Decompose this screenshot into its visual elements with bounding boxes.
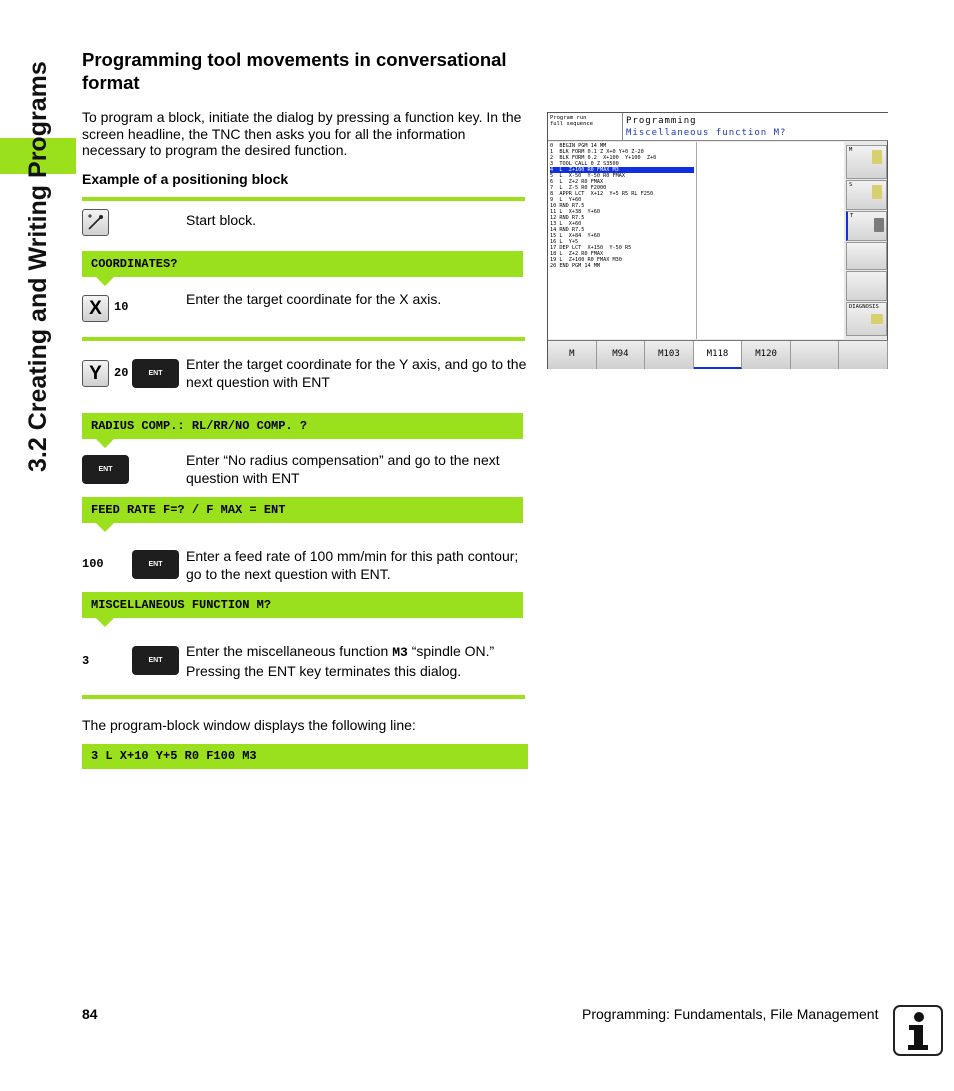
side-softkey-blank[interactable] — [846, 242, 887, 270]
m3-code: M3 — [392, 645, 408, 660]
dialog-coordinates: COORDINATES? — [82, 251, 523, 277]
side-softkey-t[interactable]: T — [846, 211, 887, 241]
spindle-icon — [872, 185, 882, 199]
divider-rule — [82, 695, 525, 699]
start-block-key — [82, 209, 109, 236]
misc-step-text: Enter the miscellaneous function M3 “spindle ON.” Pressing the ENT key terminates this dialog. — [186, 643, 495, 679]
diagnosis-icon — [871, 314, 883, 324]
program-line: 8 APPR LCT X+12 Y+5 R5 RL F250 — [550, 191, 654, 197]
program-line: 7 L Z-5 R0 F2000 — [550, 185, 607, 191]
program-line: 14 RND R7.5 — [550, 227, 585, 233]
y-step-text: Enter the target coordinate for the Y axis, and go to the next question with ENT — [186, 356, 527, 390]
result-intro: The program-block window displays the following line: — [82, 717, 416, 733]
linear-move-icon — [83, 210, 108, 235]
intro-paragraph: To program a block, initiate the dialog by pressing a function key. In the screen headline, the TNC then asks you for all the information necessary to program the desired function. — [82, 109, 522, 158]
footer-title: Programming: Fundamentals, File Management — [582, 1006, 879, 1022]
misc-value: 3 — [82, 654, 90, 668]
program-line: 12 RND R7.5 — [550, 215, 585, 221]
dialog-header — [623, 113, 888, 141]
ent-key: ENT — [132, 550, 179, 579]
feed-step-text: Enter a feed rate of 100 mm/min for this path contour; go to the next question with ENT. — [186, 548, 519, 582]
softkey-m120[interactable]: M120 — [742, 341, 791, 369]
radius-step-text: Enter “No radius compensation” and go to the next question with ENT — [186, 452, 500, 486]
program-line: 1 BLK FORM 0.1 Z X+0 Y+0 Z-20 — [550, 149, 644, 155]
divider-rule — [82, 197, 525, 201]
softkey-row — [548, 340, 888, 369]
chapter-side-title: 3.2 Creating and Writing Programs — [24, 61, 52, 472]
program-line: 16 L Y+5 — [550, 239, 579, 245]
softkey-m103[interactable]: M103 — [645, 341, 694, 369]
start-block-text: Start block. — [186, 212, 257, 228]
program-line: 15 L X+84 Y+60 — [550, 233, 600, 239]
program-line: 20 END PGM 14 MM — [550, 263, 600, 269]
x-axis-key: X — [82, 295, 109, 322]
program-line: 6 L Z+2 R0 FMAX — [550, 179, 604, 185]
info-icon — [893, 1005, 943, 1056]
program-line-active[interactable]: 4 L Z+100 R0 FMAX M3 — [550, 167, 694, 173]
program-line: 5 L X-50 Y-50 R0 FMAX — [550, 173, 625, 179]
x-value: 10 — [114, 300, 129, 314]
softkey-m94[interactable]: M94 — [597, 341, 646, 369]
side-softkey-blank[interactable] — [846, 271, 887, 301]
program-line: 3 TOOL CALL 0 Z S3500 — [550, 161, 619, 167]
info-glyph-icon — [895, 1007, 941, 1054]
softkey-m118[interactable]: M118 — [694, 341, 743, 369]
dialog-misc-function: MISCELLANEOUS FUNCTION M? — [82, 592, 523, 618]
softkey-empty[interactable] — [839, 341, 888, 369]
result-block-line: 3 L X+10 Y+5 R0 F100 M3 — [82, 744, 528, 769]
dialog-feed-rate: FEED RATE F=? / F MAX = ENT — [82, 497, 523, 523]
mode-header: Program run full sequence — [548, 113, 623, 141]
program-line: 10 RND R7.5 — [550, 203, 585, 209]
softkey-empty[interactable] — [791, 341, 840, 369]
ent-key: ENT — [82, 455, 129, 484]
program-line: 11 L X+38 Y+60 — [550, 209, 600, 215]
tnc-screen — [547, 112, 888, 369]
program-line: 13 L X+60 — [550, 221, 582, 227]
dialog-radius-comp: RADIUS COMP.: RL/RR/NO COMP. ? — [82, 413, 523, 439]
x-step-text: Enter the target coordinate for the X axis. — [186, 291, 442, 307]
tool-icon — [872, 150, 882, 164]
program-line: 9 L Y+60 — [550, 197, 582, 203]
side-softkey-m[interactable]: M — [846, 145, 887, 179]
graphics-panel — [696, 142, 844, 339]
y-value: 20 — [114, 366, 129, 380]
program-line: 18 L Z+2 R0 FMAX — [550, 251, 604, 257]
page-number: 84 — [82, 1006, 98, 1022]
y-axis-key: Y — [82, 360, 109, 387]
program-line: 17 DEP LCT X+150 Y-50 R5 — [550, 245, 632, 251]
screen-question: Miscellaneous function M? — [626, 128, 787, 138]
ent-key: ENT — [132, 359, 179, 388]
softkey-m[interactable]: M — [548, 341, 597, 369]
program-listing — [548, 142, 696, 339]
side-softkey-diagnosis[interactable]: DIAGNOSIS — [846, 302, 887, 336]
program-line: 19 L Z+100 R0 FMAX M30 — [550, 257, 622, 263]
example-label: Example of a positioning block — [82, 171, 289, 187]
ent-key: ENT — [132, 646, 179, 675]
feed-value: 100 — [82, 557, 104, 571]
side-softkey-s[interactable]: S — [846, 180, 887, 210]
program-line: 2 BLK FORM 0.2 X+100 Y+100 Z+0 — [550, 155, 657, 161]
section-heading: Programming tool movements in conversational format — [82, 49, 507, 93]
divider-rule — [82, 337, 525, 341]
tool-change-icon — [874, 218, 884, 232]
screen-title: Programming — [626, 116, 697, 126]
program-line: 0 BEGIN PGM 14 MM — [550, 143, 607, 149]
